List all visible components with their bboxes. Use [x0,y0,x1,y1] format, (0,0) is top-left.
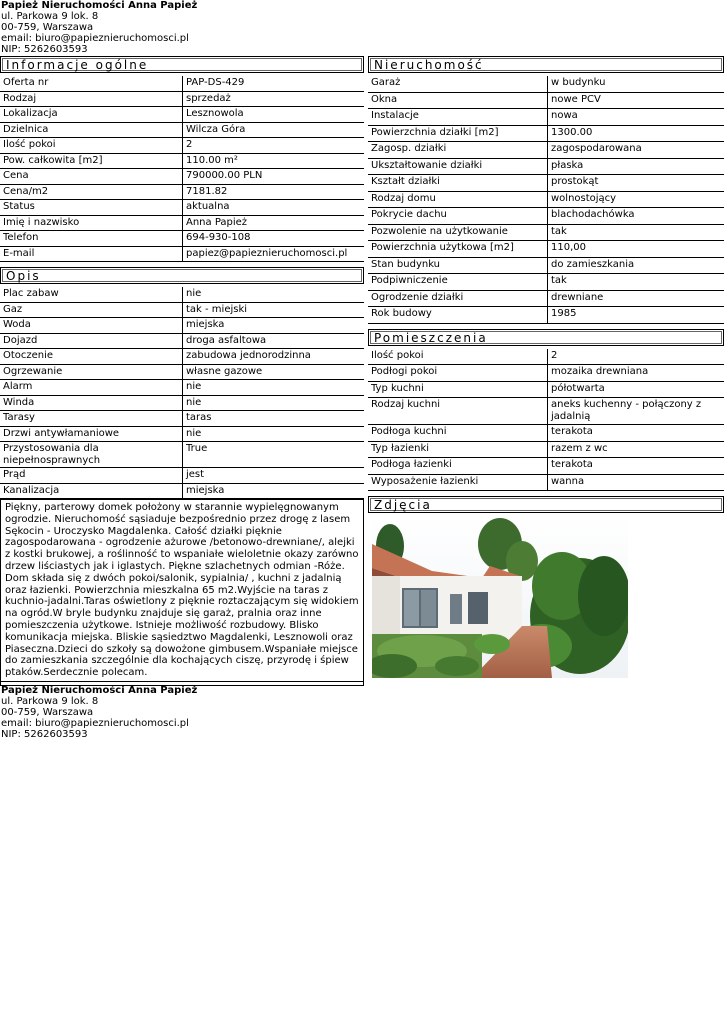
property-row [368,192,724,209]
rooms-row [368,475,724,492]
general-row [0,138,364,154]
field-label: Prąd [0,468,183,484]
field-label: Status [0,200,183,216]
left-column [0,56,364,686]
field-value: taras [183,411,364,427]
field-label: Cena [0,169,183,185]
field-label: Tarasy [0,411,183,427]
field-value: aneks kuchenny - połączony z jadalnią [548,398,724,425]
rooms-row [368,398,724,425]
general-row [0,216,364,232]
agency-nip: NIP: 5262603593 [1,729,88,740]
section-title-rooms: Pomieszczenia [368,329,724,346]
agency-footer [1,685,197,740]
field-value: jest [183,468,364,484]
section-title-general: Informacje ogólne [0,56,364,73]
section-title-photos: Zdjęcia [368,496,724,513]
opis-row [0,349,364,365]
field-label: Zagosp. działki [368,142,548,159]
field-label: Ukształtowanie działki [368,159,548,176]
field-label: Otoczenie [0,349,183,365]
field-value: zagospodarowana [548,142,724,159]
description-attributes-table [0,287,364,499]
field-label: Podłogi pokoi [368,365,548,382]
agency-address-street: ul. Parkowa 9 lok. 8 [1,696,99,707]
field-label: Dzielnica [0,123,183,139]
field-label: Oferta nr [0,76,183,92]
opis-row [0,287,364,303]
property-row [368,307,724,324]
field-label: E-mail [0,247,183,263]
field-value: 1985 [548,307,724,324]
field-label: Garaż [368,76,548,93]
field-value: Lesznowola [183,107,364,123]
field-label: Winda [0,396,183,412]
field-value: 110.00 m² [183,154,364,170]
field-label: Podłoga kuchni [368,425,548,442]
general-row [0,231,364,247]
field-value: terakota [548,425,724,442]
field-label: Lokalizacja [0,107,183,123]
property-row [368,126,724,143]
field-value: True [183,442,364,468]
field-label: Cena/m2 [0,185,183,201]
field-label: Gaz [0,303,183,319]
section-title-property: Nieruchomość [368,56,724,73]
field-value: 790000.00 PLN [183,169,364,185]
opis-row [0,396,364,412]
field-value: własne gazowe [183,365,364,381]
field-label: Kanalizacja [0,484,183,500]
field-value: terakota [548,458,724,475]
section-title-description: Opis [0,267,364,284]
field-value: PAP-DS-429 [183,76,364,92]
field-label: Ogrzewanie [0,365,183,381]
opis-row [0,411,364,427]
field-value: nowa [548,109,724,126]
field-label: Podpiwniczenie [368,274,548,291]
field-value: sprzedaż [183,92,364,108]
general-row [0,92,364,108]
opis-row [0,380,364,396]
field-label: Pow. całkowita [m2] [0,154,183,170]
agency-address-street: ul. Parkowa 9 lok. 8 [1,11,99,22]
agency-address-city: 00-759, Warszawa [1,22,94,33]
field-value: nie [183,287,364,303]
general-row [0,200,364,216]
field-label: Typ kuchni [368,382,548,399]
field-label: Alarm [0,380,183,396]
field-label: Powierzchnia użytkowa [m2] [368,241,548,258]
field-value: nowe PCV [548,93,724,110]
field-label: Ogrodzenie działki [368,291,548,308]
rooms-row [368,349,724,366]
rooms-table [368,349,724,492]
agency-nip: NIP: 5262603593 [1,44,88,55]
house-photo-icon [372,516,628,678]
field-value: prostokąt [548,175,724,192]
property-row [368,274,724,291]
field-label: Podłoga łazienki [368,458,548,475]
property-row [368,291,724,308]
field-value: 2 [183,138,364,154]
field-value: mozaika drewniana [548,365,724,382]
property-row [368,225,724,242]
field-value: papiez@papieznieruchomosci.pl [183,247,364,263]
field-label: Rodzaj kuchni [368,398,548,425]
general-info-table [0,76,364,262]
agency-name: Papież Nieruchomości Anna Papież [1,0,198,11]
field-value: aktualna [183,200,364,216]
general-row [0,169,364,185]
field-value: miejska [183,318,364,334]
field-value: drewniane [548,291,724,308]
field-value: wolnostojący [548,192,724,209]
rooms-row [368,458,724,475]
general-row [0,123,364,139]
field-value: tak - miejski [183,303,364,319]
field-value: płaska [548,159,724,176]
rooms-row [368,442,724,459]
field-value: 110,00 [548,241,724,258]
field-label: Przystosowania dla niepełnosprawnych [0,442,183,468]
property-row [368,159,724,176]
field-value: tak [548,225,724,242]
general-row [0,76,364,92]
opis-row [0,427,364,443]
field-value: blachodachówka [548,208,724,225]
rooms-row [368,382,724,399]
field-value: półotwarta [548,382,724,399]
house-photo[interactable] [372,516,628,678]
field-value: do zamieszkania [548,258,724,275]
field-label: Dojazd [0,334,183,350]
field-label: Wyposażenie łazienki [368,475,548,492]
opis-row [0,303,364,319]
field-value: Wilcza Góra [183,123,364,139]
field-value: tak [548,274,724,291]
property-row [368,258,724,275]
field-label: Plac zabaw [0,287,183,303]
field-label: Rodzaj domu [368,192,548,209]
field-label: Powierzchnia działki [m2] [368,126,548,143]
field-value: 2 [548,349,724,366]
field-label: Ilość pokoi [368,349,548,366]
field-value: Anna Papież [183,216,364,232]
field-value: w budynku [548,76,724,93]
property-row [368,142,724,159]
field-label: Kształt działki [368,175,548,192]
agency-header [1,0,197,55]
description-text: Piękny, parterowy domek położony w starannie wypielęgnowanym ogrodzie. Nieruchomość sąsiaduje bezpośrednio przez drogę z lasem Sękocin - Uroczysko Magdalenka. Całość działki pięknie zagospodarowana - ogrodzenie ażurowe /betonowo-drewniane/, alejki z kostki brukowej, a roślinność to wspaniałe wieloletnie okazy zarówno drzew liściastych jak i iglastych. Piękne szlachetnych odmian -Róże. Dom składa się z dwóch pokoi/salonik, sypialnia/ , kuchni z jadalnią oraz łazienki. Powierzchnia mieszkalna 65 m2.Wyjście na taras z kuchnio-jadalni.Taras oświetlony z pięknie roztaczającym się widokiem na ogród.W bryle budynku znajduje się garaż, pralnia oraz inne pomieszczenia użytkowe. Istnieje możliwość rozbudowy. Blisko komunikacja miejska. Bliskie sąsiedztwo Magdalenki, Lesznowoli oraz Piaseczna.Dzieci do szkoły są dowożone gimbusem.Wspaniałe miejsce do zamieszkania szczególnie dla kochających ciszę, przyrodę i śpiew ptaków.Serdecznie polecam. [0,499,364,686]
opis-row [0,334,364,350]
field-label: Rodzaj [0,92,183,108]
field-label: Woda [0,318,183,334]
field-label: Instalacje [368,109,548,126]
agency-email: email: biuro@papieznieruchomosci.pl [1,718,189,729]
field-value: nie [183,380,364,396]
field-value: nie [183,396,364,412]
field-value: 1300.00 [548,126,724,143]
property-row [368,76,724,93]
field-label: Stan budynku [368,258,548,275]
field-label: Pozwolenie na użytkowanie [368,225,548,242]
general-row [0,107,364,123]
field-label: Telefon [0,231,183,247]
property-row [368,109,724,126]
property-row [368,175,724,192]
agency-name: Papież Nieruchomości Anna Papież [1,685,198,696]
opis-row [0,365,364,381]
right-column [368,56,724,678]
property-row [368,93,724,110]
field-value: miejska [183,484,364,500]
agency-email: email: biuro@papieznieruchomosci.pl [1,33,189,44]
general-row [0,154,364,170]
field-label: Rok budowy [368,307,548,324]
field-label: Pokrycie dachu [368,208,548,225]
field-label: Okna [368,93,548,110]
rooms-row [368,425,724,442]
rooms-row [368,365,724,382]
field-value: nie [183,427,364,443]
field-label: Typ łazienki [368,442,548,459]
field-label: Imię i nazwisko [0,216,183,232]
property-row [368,208,724,225]
property-table [368,76,724,324]
opis-row [0,468,364,484]
opis-row [0,318,364,334]
general-row [0,185,364,201]
field-value: zabudowa jednorodzinna [183,349,364,365]
field-value: droga asfaltowa [183,334,364,350]
opis-row [0,484,364,500]
field-value: 7181.82 [183,185,364,201]
general-row [0,247,364,263]
field-value: 694-930-108 [183,231,364,247]
field-label: Ilość pokoi [0,138,183,154]
field-value: razem z wc [548,442,724,459]
opis-row [0,442,364,468]
field-value: wanna [548,475,724,492]
field-label: Drzwi antywłamaniowe [0,427,183,443]
agency-address-city: 00-759, Warszawa [1,707,94,718]
property-row [368,241,724,258]
